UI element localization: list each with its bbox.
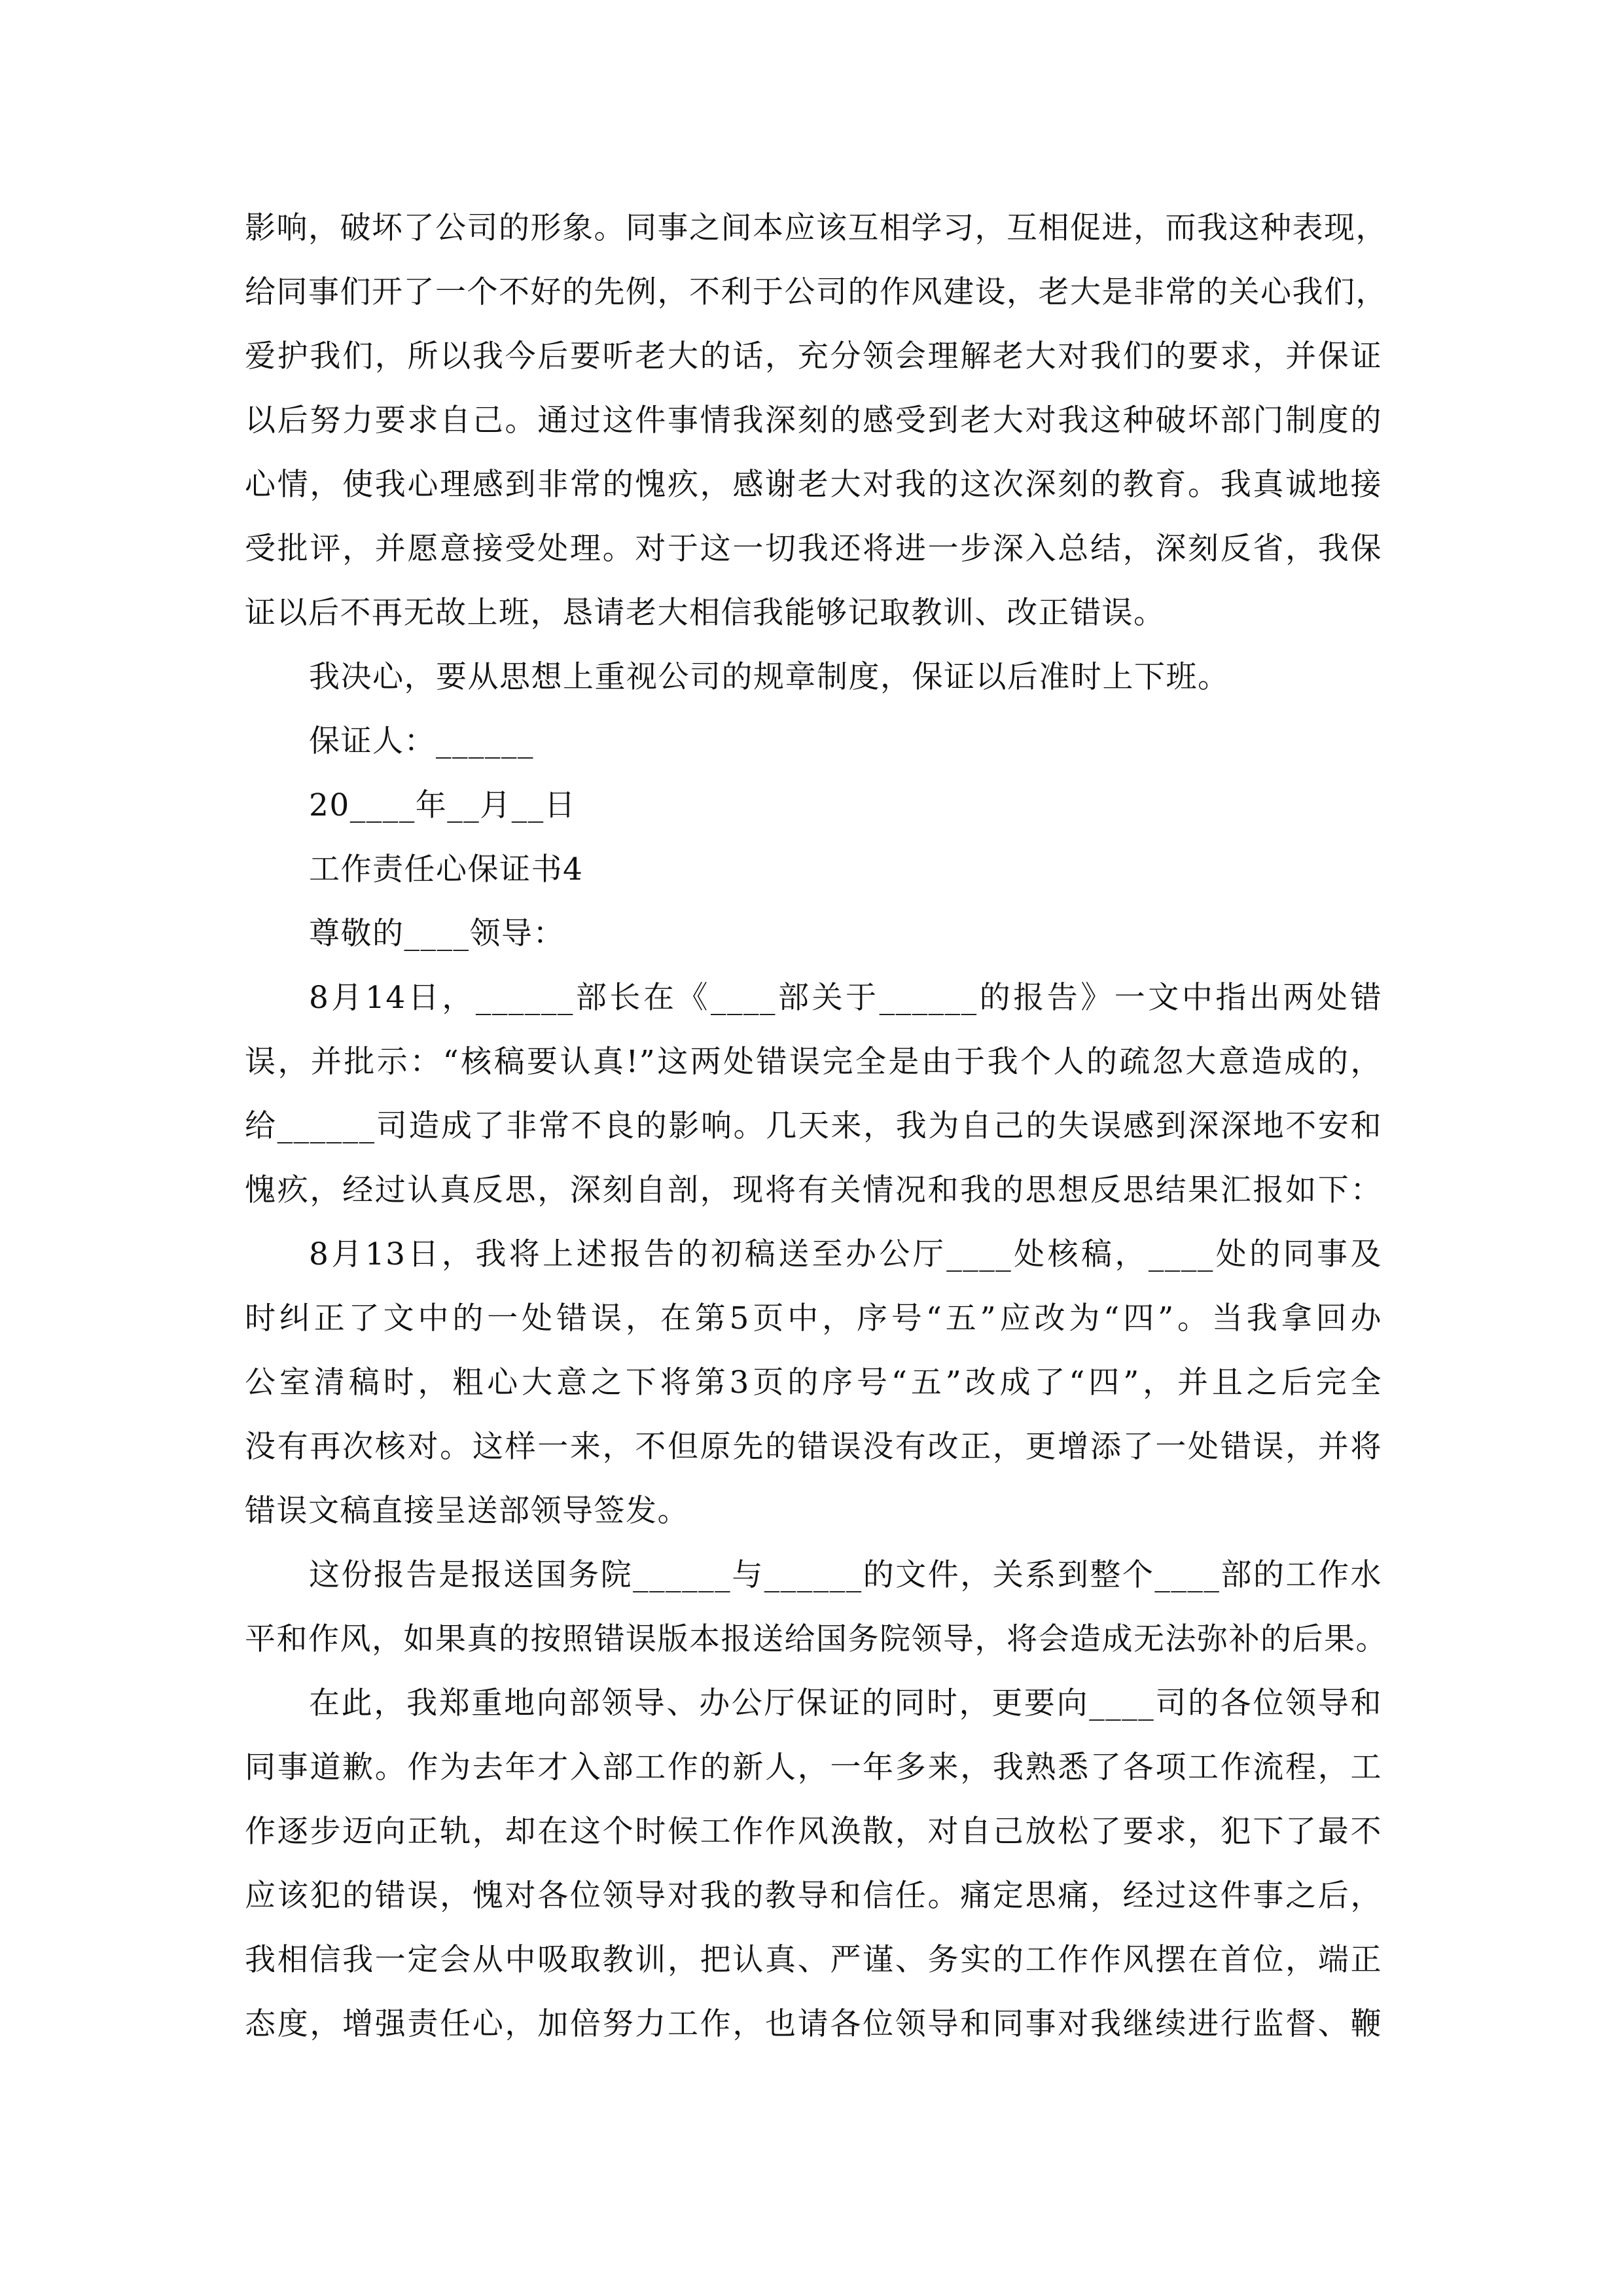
- text-line: 8月14日，______部长在《____部关于______的报告》一文中指出两处错: [309, 980, 1382, 1016]
- text-line: 同事道歉。作为去年才入部工作的新人，一年多来，我熟悉了各项工作流程，工: [245, 1749, 1382, 1785]
- text-line: 给同事们开了一个不好的先例，不利于公司的作风建设，老大是非常的关心我们，: [245, 274, 1387, 310]
- text-line: 以后努力要求自己。通过这件事情我深刻的感受到老大对我这种破坏部门制度的: [245, 403, 1382, 439]
- text-line: 公室清稿时，粗心大意之下将第3页的序号“五”改成了“四”，并且之后完全: [245, 1365, 1382, 1401]
- text-line: 错误文稿直接呈送部领导签发。: [245, 1493, 689, 1529]
- text-line: 态度，增强责任心，加倍努力工作，也请各位领导和同事对我继续进行监督、鞭: [245, 2006, 1382, 2042]
- text-line: 没有再次核对。这样一来，不但原先的错误没有改正，更增添了一处错误，并将: [245, 1429, 1382, 1465]
- text-line: 愧疚，经过认真反思，深刻自剖，现将有关情况和我的思想反思结果汇报如下：: [245, 1172, 1382, 1208]
- text-line: 时纠正了文中的一处错误，在第5页中，序号“五”应改为“四”。当我拿回办: [245, 1300, 1382, 1336]
- text-line: 误，并批示：“核稿要认真!”这两处错误完全是由于我个人的疏忽大意造成的，: [245, 1044, 1382, 1080]
- guarantor-line: 保证人：______: [309, 723, 534, 759]
- document-body: [245, 196, 1387, 2056]
- date-line: 20____年__月__日: [309, 787, 577, 823]
- salutation: 尊敬的____领导：: [309, 916, 565, 952]
- text-line: 我相信我一定会从中吸取教训，把认真、严谨、务实的工作作风摆在首位，端正: [245, 1942, 1382, 1978]
- text-line: 心情，使我心理感到非常的愧疚，感谢老大对我的这次深刻的教育。我真诚地接: [245, 467, 1382, 503]
- text-line: 影响，破坏了公司的形象。同事之间本应该互相学习，互相促进，而我这种表现，: [245, 210, 1387, 246]
- text-line: 证以后不再无故上班，恳请老大相信我能够记取教训、改正错误。: [245, 595, 1166, 631]
- text-line: 这份报告是报送国务院______与______的文件，关系到整个____部的工作水: [309, 1557, 1382, 1593]
- text-line: 平和作风，如果真的按照错误版本报送给国务院领导，将会造成无法弥补的后果。: [245, 1621, 1387, 1657]
- resolve-line: 我决心，要从思想上重视公司的规章制度，保证以后准时上下班。: [309, 659, 1230, 695]
- text-line: 给______司造成了非常不良的影响。几天来，我为自己的失误感到深深地不安和: [245, 1108, 1382, 1144]
- text-line: 在此，我郑重地向部领导、办公厅保证的同时，更要向____司的各位领导和: [309, 1685, 1382, 1721]
- text-line: 8月13日，我将上述报告的初稿送至办公厅____处核稿，____处的同事及: [309, 1236, 1382, 1272]
- text-line: 作逐步迈向正轨，却在这个时候工作作风涣散，对自己放松了要求，犯下了最不: [245, 1814, 1382, 1850]
- text-line: 爱护我们，所以我今后要听老大的话，充分领会理解老大对我们的要求，并保证: [245, 338, 1382, 374]
- text-line: 应该犯的错误，愧对各位领导对我的教导和信任。痛定思痛，经过这件事之后，: [245, 1878, 1382, 1914]
- text-line: 受批评，并愿意接受处理。对于这一切我还将进一步深入总结，深刻反省，我保: [245, 531, 1382, 567]
- section-title: 工作责任心保证书4: [309, 852, 584, 888]
